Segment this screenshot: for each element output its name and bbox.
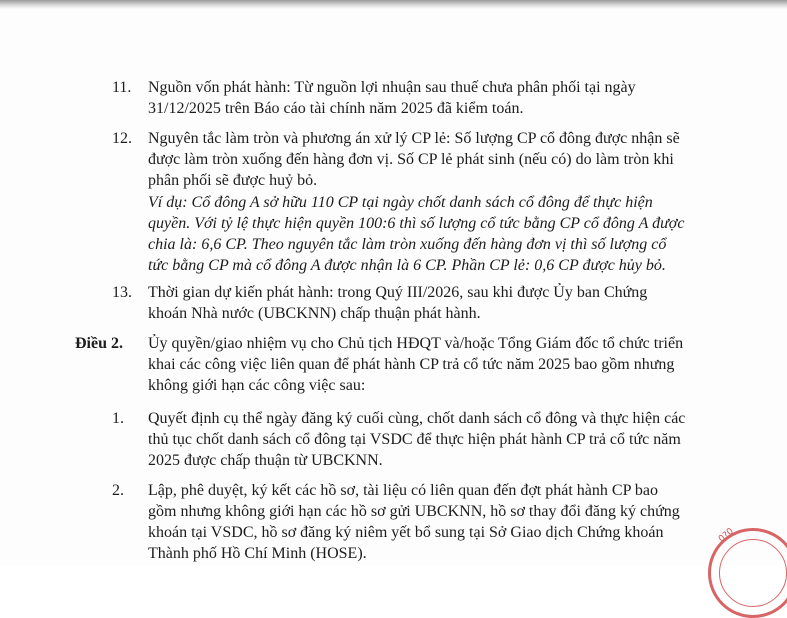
text-line: gồm nhưng không giới hạn các hồ sơ gửi UBCKNN, hồ sơ thay đổi đăng ký chứng — [148, 503, 680, 520]
item-text — [148, 408, 728, 471]
item-number: 2. — [112, 482, 124, 499]
item-text — [148, 77, 728, 119]
article-text — [148, 333, 728, 396]
text-line: được làm tròn xuống đến hàng đơn vị. Số CP lẻ phát sinh (nếu có) do làm tròn khi — [148, 151, 674, 168]
text-line: Lập, phê duyệt, ký kết các hồ sơ, tài liệu có liên quan đến đợt phát hành CP bao — [148, 482, 658, 499]
item-text — [148, 480, 728, 564]
text-line: phân phối sẽ được huỷ bỏ. — [148, 172, 318, 189]
text-line: thủ tục chốt danh sách cổ đông tại VSDC để thực hiện phát hành CP trả cổ tức năm — [148, 431, 681, 448]
text-line: quyền. Với tỷ lệ thực hiện quyền 100:6 thì số lượng cổ tức bằng CP cổ đông A được — [148, 215, 685, 232]
item-number: 13. — [112, 284, 132, 301]
seal-inner-ring — [719, 539, 787, 607]
item-number: 12. — [112, 130, 132, 147]
example-paragraph — [148, 192, 728, 276]
text-line: Ủy quyền/giao nhiệm vụ cho Chủ tịch HĐQT và/hoặc Tổng Giám đốc tổ chức triển — [148, 335, 684, 352]
text-line: khoán Nhà nước (UBCKNN) chấp thuận phát hành. — [148, 305, 481, 322]
text-line: khai các công việc liên quan để phát hành CP trả cổ tức năm 2025 bao gồm nhưng — [148, 356, 675, 373]
text-line: Quyết định cụ thể ngày đăng ký cuối cùng, chốt danh sách cổ đông và thực hiện các — [148, 410, 686, 427]
item-number: 11. — [112, 79, 132, 96]
text-line: Thành phố Hồ Chí Minh (HOSE). — [148, 545, 367, 562]
text-line: tức bằng CP mà cổ đông A được nhận là 6 CP. Phần CP lẻ: 0,6 CP được hủy bỏ. — [148, 257, 666, 274]
text-line: 31/12/2025 trên Báo cáo tài chính năm 2025 đã kiểm toán. — [148, 100, 524, 117]
item-text — [148, 282, 728, 324]
company-seal-stamp — [708, 528, 787, 618]
text-line: Nguyên tắc làm tròn và phương án xử lý CP lẻ: Số lượng CP cổ đông được nhận sẽ — [148, 130, 680, 147]
text-line: không giới hạn các công việc sau: — [148, 377, 366, 394]
item-text — [148, 128, 728, 191]
item-number: 1. — [112, 410, 124, 427]
scan-edge — [0, 0, 787, 9]
seal-text: 0?0 — [717, 526, 736, 545]
text-line: Ví dụ: Cổ đông A sở hữu 110 CP tại ngày chốt danh sách cổ đông để thực hiện — [148, 194, 653, 211]
text-line: Thời gian dự kiến phát hành: trong Quý III/2026, sau khi được Ủy ban Chứng — [148, 284, 648, 301]
text-line: chia là: 6,6 CP. Theo nguyên tắc làm tròn xuống đến hàng đơn vị thì số lượng cổ — [148, 236, 667, 253]
text-line: 2025 được chấp thuận từ UBCKNN. — [148, 452, 383, 469]
text-line: Nguồn vốn phát hành: Từ nguồn lợi nhuận sau thuế chưa phân phối tại ngày — [148, 79, 636, 96]
text-line: khoán tại VSDC, hồ sơ đăng ký niêm yết bổ sung tại Sở Giao dịch Chứng khoán — [148, 524, 664, 541]
article-label: Điều 2. — [75, 335, 123, 352]
